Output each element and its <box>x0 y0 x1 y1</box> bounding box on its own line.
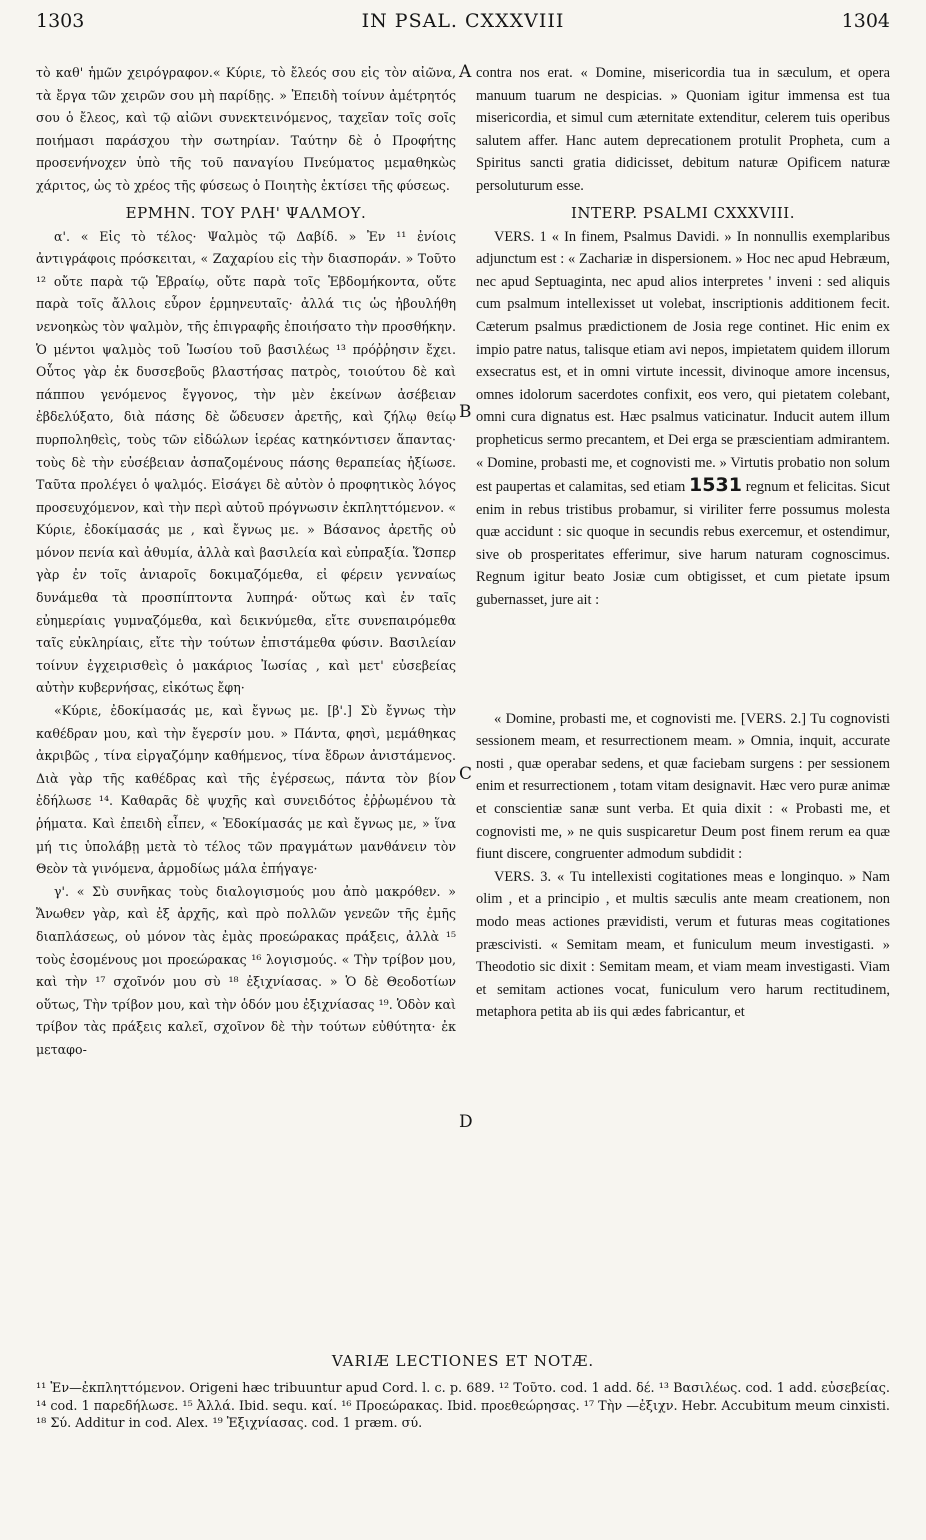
right-page-number: 1304 <box>841 10 890 32</box>
greek-paragraph-1: α'. « Εἰς τὸ τέλος· Ψαλμὸς τῷ Δαβίδ. » Ἐν ¹¹ ἐνίοις ἀντιγράφοις πρόσκειται, « Ζαχαρίου εἰς τὴν διασποράν. » Τοῦτο ¹² οὔτε παρὰ τῷ Ἑβραίῳ, οὔτε παρὰ τοῖς Ἑβδομήκοντα, οὔτε παρὰ τοῖς ἄλλοις εὗρον ἑρμηνευταῖς· ἀλλά τις ὡς ἠβουλήθη νενοηκὼς τὸν ψαλμὸν, τῆς ἐπιγραφῆς ἐποιήσατο τὴν προσθήκην. Ὁ μέντοι ψαλμὸς τοῦ Ἰωσίου τοῦ βασιλέως ¹³ πρόῤῥησιν ἔχει. Οὗτος γὰρ ἐκ δυσσεβοῦς βλαστήσας πατρὸς, τοιούτου δὲ καὶ πάππου γενόμενος ἔγγονος, τὴν μὲν ἐκείνων ἀσέβειαν ἐβδελύξατο, διὰ πάσης δὲ ὥδευσεν ἀρετῆς, καὶ ζήλῳ θείῳ πυρποληθεὶς, τοὺς τῶν εἰδώλων ἱερέας κατηκόντισεν ἅπαντας· τοὺς δὲ τὴν εὐσέβειαν ἀσπαζομένους πάσης θεραπείας ἠξίωσε. Ταῦτα προλέγει ὁ ψαλμός. Εἰσάγει δὲ αὐτὸν ὁ προφητικὸς λόγος προσευχόμενον, καὶ τὴν περὶ αὐτοῦ πρόγνωσιν ἐκπληττόμενον. « Κύριε, ἐδοκίμασάς με , καὶ ἔγνως με. » Βάσανος ἀρετῆς οὐ μόνον πενία καὶ ἀθυμία, ἀλλὰ καὶ βασιλεία καὶ εὐπραξία. Ὥσπερ γὰρ ἐν τοῖς ἀνιαροῖς δοκιμαζόμεθα, εἰ φέρειν γενναίως δυνάμεθα τὰ προσπίπτοντα λυπηρά· οὕτως καὶ ἐν ταῖς εὐημερίαις γυμναζόμεθα, καὶ δεικνύμεθα, εἴτε συνεπαιρόμεθα ταῖς εὐκληρίαις, εἴτε τὴν τούτων ἐπιστάμεθα φύσιν. Βασιλείαν τοίνυν ἐγχειρισθεὶς ὁ μακάριος Ἰωσίας , καὶ μετ' εὐσεβείας αὐτὴν κυβερνήσας, εἰκότως ἔφη· <box>36 228 456 696</box>
margin-letter-c: C <box>459 764 473 784</box>
greek-heading: ΕΡΜΗΝ. ΤΟΥ ΡΛΗ' ΨΑΛΜΟΥ. <box>125 203 367 222</box>
notes-heading: VARIÆ LECTIONES ET NOTÆ. <box>331 1352 595 1370</box>
greek-paragraph-2: «Κύριε, ἐδοκίμασάς με, καὶ ἔγνως με. [β'.] Σὺ ἔγνως τὴν καθέδραν μου, καὶ τὴν ἔγερσίν μου. » Πάντα, φησὶ, μεμάθηκας ἀκριβῶς , τίνα εἰργαζόμην καθήμενος, τίνα ἔδρων ἀνιστάμενος. Διὰ γὰρ τῆς καθέδρας καὶ τῆς ἐγέρσεως, πάντα τὸν βίον ἐδήλωσε ¹⁴. Καθαρᾶς δὲ ψυχῆς καὶ συνειδότος ἐῤῥωμένου τὰ ῥήματα. Καὶ ἐπειδὴ εἶπεν, « Ἐδοκίμασάς με καὶ ἔγνως με, » ἵνα μή τις ὑπολάβῃ μετὰ τὸ τέλος τῶν πραγμάτων μανθάνειν τὸν Θεὸν τὰ γινόμενα, ἁρμοδίως μάλα ἐπήγαγε· <box>36 703 456 877</box>
greek-paragraph-3: γ'. « Σὺ συνῆκας τοὺς διαλογισμούς μου ἀπὸ μακρόθεν. » Ἄνωθεν γὰρ, καὶ ἐξ ἀρχῆς, καὶ πρὸ πολλῶν γενεῶν τῆς ἐμῆς διαπλάσεως, οὐ μόνον τὰς ἐμὰς προεώρακας πράξεις, ἀλλὰ ¹⁵ τοὺς ἐσομένους μοι προεώρακας ¹⁶ λογισμούς. « Τὴν τρίβον μου, καὶ τὴν ¹⁷ σχοῖνόν μου σὺ ¹⁸ ἐξιχνίασας. » Ὁ δὲ Θεοδοτίων οὕτως, Τὴν τρίβον μου, καὶ τὴν ὁδόν μου ἐξιχνίασας ¹⁹. Ὁδὸν καὶ τρίβον τὰς πράξεις καλεῖ, σχοῖνον δὲ τὴν τούτων εὐθύτητα· ἐκ μεταφο- <box>36 883 456 1057</box>
margin-letter-a: A <box>459 62 472 82</box>
latin-paragraph-1 <box>476 226 890 612</box>
greek-intro: τὸ καθ' ἡμῶν χειρόγραφον.« Κύριε, τὸ ἔλεός σου εἰς τὸν αἰῶνα, τὰ ἔργα τῶν χειρῶν σου μὴ παρίδῃς. » Ἐπειδὴ τοίνυν ἀμέτρητός σου ὁ ἔλεος, καὶ τῷ αἰῶνι συνεκτεινόμενος, ταχεῖαν τοῖς σοῖς ποιήμασι παράσχου τὴν σωτηρίαν. Ταύτην δὲ ὁ Προφήτης προσενήνοχεν ὑπὸ τῆς τοῦ παναγίου Πνεύματος μεμαθηκὼς χάριτος, ὡς τὸ χρέος τῆς φύσεως ὁ Ποιητὴς ἐκτίσει τῆς φύσεως. <box>36 65 456 193</box>
latin-column <box>476 62 890 1024</box>
latin-intro: contra nos erat. « Domine, misericordia tua in sæculum, et opera manuum tuarum ne despicias. » Quoniam igitur immensa est tua misericordia, et simul cum æternitate extenditur, celerem tuis operibus salutem affer. Hanc autem deprecationem protulit Propheta, cum a Spiritus sancti gratia didicisset, debitum naturæ Opificem naturæ persoluturum esse. <box>476 65 890 194</box>
margin-letter-b: B <box>459 402 472 422</box>
latin-paragraph-1-a: VERS. 1 « In finem, Psalmus Davidi. » In nonnullis exemplaribus adjunctum est : « Zachariæ in dispersionem. » Hoc nec apud Hebræum, nec apud Septuaginta, nec apud alios interpretes ' inveni : sed aliquis cum psalmum intellexisset ut volebat, inscriptionis additionem fecit. Cæterum psalmus prædictionem de Josia rege continet. Hic enim ex impio patre natus, talisque etiam avi nepos, impietatem quidem illorum exsecratus est, et in omni virtute incessit, divinoque amore incensus, omnes idolorum sacerdotes confixit, eos vero, qui pietatem colebant, omni cura dignatus est. Hæc psalmus vaticinatur. Inducit autem illum propheticus sermo precantem, et Dei erga se præscientiam admirantem. « Domine, probasti me, et cognovisti me. » Virtutis probatio non solum est paupertas et calamitas, sed etiam <box>476 228 890 496</box>
latin-paragraph-2: « Domine, probasti me, et cognovisti me. [VERS. 2.] Tu cognovisti sessionem meam, et resurrectionem meam. » Omnia, inquit, accurate nosti , quæ operabar sedens, et quæ faciebam surgens : per sessionem enim et resurrectionem , totam vitam designavit. Hæc vero puræ animæ et conscientiæ sanæ sunt verba. Et quia dixit : « Probasti me, et cognovisti me, » ne quis suspicaretur Deum post finem rerum ea quæ fiunt discere, congruenter admodum subdidit : <box>476 710 890 863</box>
latin-paragraph-3: VERS. 3. « Tu intellexisti cogitationes meas e longinquo. » Nam olim , et a principio , et multis sæculis ante meam creationem, non modo meas actiones prævidisti, verum et futuras meas cogitationes præscivisti. « Semitam meam, et funiculum meum investigasti. » Theodotio sic dixit : Semitam meam, et viam meam investigasti. Viam et semitam actiones vocat, funiculum vero harum rectitudinem, metaphora petita ab iis qui ædes fabricantur, et <box>476 868 890 1021</box>
page-header <box>36 10 890 40</box>
notes-section <box>36 1352 890 1433</box>
margin-letter-d: D <box>459 1112 473 1132</box>
latin-heading: INTERP. PSALMI CXXXVIII. <box>571 203 795 222</box>
notes-text: ¹¹ Ἐν—ἐκπληττόμενον. Origeni hæc tribuuntur apud Cord. l. c. p. 689. ¹² Τοῦτο. cod. 1 add. δέ. ¹³ Βασιλέως. cod. 1 add. εὐσεβείας. ¹⁴ cod. 1 παρεδήλωσε. ¹⁵ Ἀλλά. Ibid. sequ. καί. ¹⁶ Προεώρακας. Ibid. προεθεώρησας. ¹⁷ Τὴν —ἐξιχν. Hebr. Accubitum meum cinxisti. ¹⁸ Σύ. Additur in cod. Alex. ¹⁹ Ἐξιχνίασας. cod. 1 præm. σύ. <box>36 1381 890 1431</box>
column-number: 1531 <box>689 474 742 497</box>
running-title: IN PSAL. CXXXVIII <box>361 10 565 32</box>
latin-paragraph-1-b: regnum et felicitas. Sicut enim in rebus tristibus probamur, si viriliter ferre possumus molesta quæ accidunt : sic quoque in secundis rebus exercemur, et ostendimur, sive ob prosperitates efferimur, sive harum naturam cognoscimus. Regnum igitur beato Josiæ cum obtigisset, et cum pietate ipsum gubernasset, jure ait : <box>476 479 890 609</box>
greek-column <box>36 62 456 1062</box>
left-page-number: 1303 <box>36 10 85 32</box>
